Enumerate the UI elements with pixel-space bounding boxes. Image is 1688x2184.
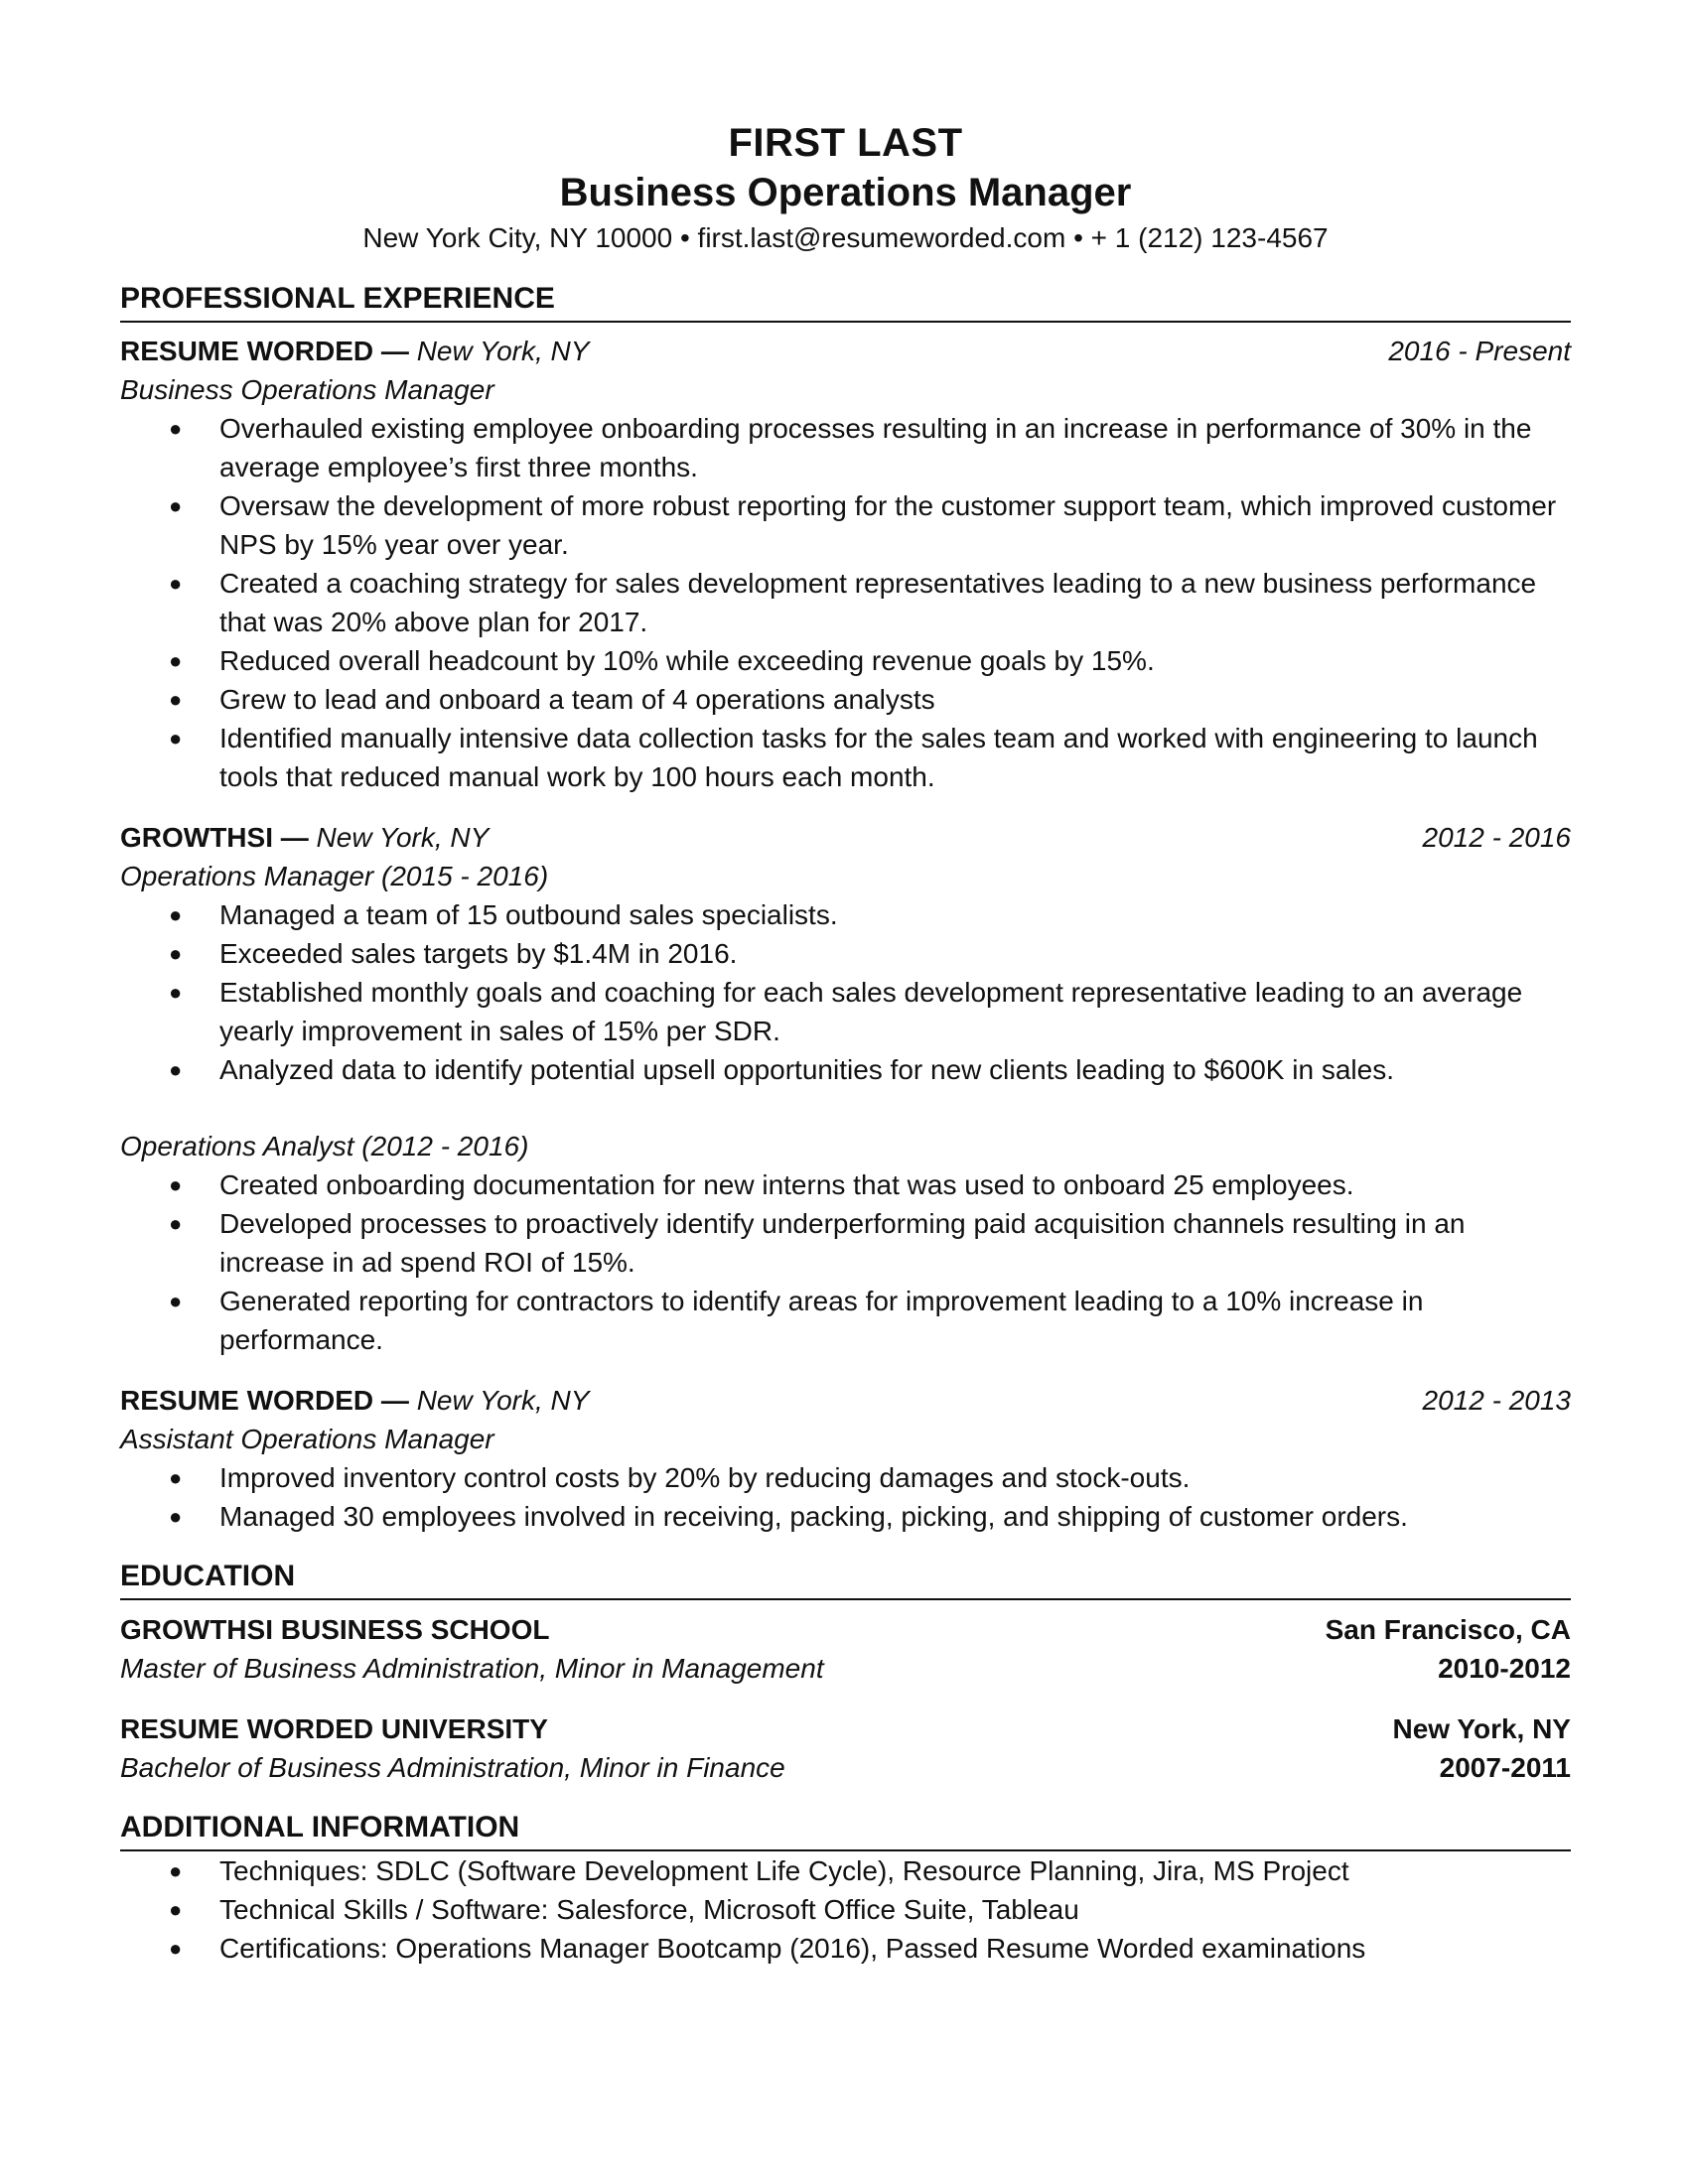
bullet-icon: ●: [169, 941, 183, 966]
school-location: New York, NY: [1392, 1713, 1571, 1744]
job-bullets: [120, 409, 1571, 796]
list-item: ● Techniques: SDLC (Software Development Life Cycle), Resource Planning, Jira, MS Project: [120, 1851, 1571, 1890]
job-role: Assistant Operations Manager: [120, 1424, 494, 1454]
list-item: ● Established monthly goals and coaching for each sales development representative leading to an average yearly improvement in sales of 15% per SDR.: [120, 973, 1571, 1050]
list-item: ● Certifications: Operations Manager Bootcamp (2016), Passed Resume Worded examinations: [120, 1929, 1571, 1968]
list-item: ● Generated reporting for contractors to identify areas for improvement leading to a 10% increase in performance.: [120, 1282, 1571, 1359]
job-bullets: [120, 1458, 1571, 1536]
job-company: RESUME WORDED —: [120, 1385, 409, 1416]
education-entry: [120, 1610, 1571, 1688]
job-dates: 2016 - Present: [1388, 336, 1571, 366]
job-role: Operations Analyst (2012 - 2016): [120, 1131, 529, 1161]
job-header: [120, 818, 1571, 857]
school-location: San Francisco, CA: [1325, 1614, 1571, 1645]
list-item: ● Grew to lead and onboard a team of 4 operations analysts: [120, 680, 1571, 719]
education-years: 2010-2012: [1438, 1653, 1571, 1684]
list-item: ● Analyzed data to identify potential upsell opportunities for new clients leading to $600K in sales.: [120, 1050, 1571, 1089]
job-entry: [120, 332, 1571, 796]
education-entry: [120, 1709, 1571, 1787]
additional-list: [120, 1851, 1571, 1968]
bullet-icon: ●: [169, 1211, 183, 1236]
bullet-icon: ●: [169, 648, 183, 673]
job-entry: [120, 1381, 1571, 1536]
degree: Bachelor of Business Administration, Minor in Finance: [120, 1752, 785, 1783]
experience-heading: PROFESSIONAL EXPERIENCE: [120, 280, 1571, 323]
list-item: ● Developed processes to proactively identify underperforming paid acquisition channels resulting in an increase in ad spend ROI of 15%.: [120, 1204, 1571, 1282]
bullet-icon: ●: [169, 1504, 183, 1529]
contact-line: New York City, NY 10000 • first.last@resumeworded.com • + 1 (212) 123-4567: [362, 222, 1329, 253]
resume-header: [120, 117, 1571, 258]
job-location: New York, NY: [416, 1385, 590, 1416]
list-item: ● Technical Skills / Software: Salesforce, Microsoft Office Suite, Tableau: [120, 1890, 1571, 1929]
job-bullets: [120, 895, 1571, 1089]
list-item: ● Created onboarding documentation for new interns that was used to onboard 25 employees.: [120, 1165, 1571, 1204]
bullet-icon: ●: [169, 493, 183, 518]
bullet-icon: ●: [169, 1858, 183, 1883]
list-item: ● Exceeded sales targets by $1.4M in 2016.: [120, 934, 1571, 973]
bullet-icon: ●: [169, 1172, 183, 1197]
job-entry: [120, 818, 1571, 1359]
list-item: ● Improved inventory control costs by 20% by reducing damages and stock-outs.: [120, 1458, 1571, 1497]
list-item: ● Created a coaching strategy for sales development representatives leading to a new business performance that was 20% above plan for 2017.: [120, 564, 1571, 641]
education-heading: EDUCATION: [120, 1558, 1571, 1600]
bullet-icon: ●: [169, 571, 183, 596]
job-company: GROWTHSI —: [120, 822, 309, 853]
school-name: GROWTHSI BUSINESS SCHOOL: [120, 1614, 550, 1645]
bullet-icon: ●: [169, 1936, 183, 1961]
school-name: RESUME WORDED UNIVERSITY: [120, 1713, 548, 1744]
list-item: ● Managed a team of 15 outbound sales specialists.: [120, 895, 1571, 934]
list-item: ● Overhauled existing employee onboarding processes resulting in an increase in performance of 30% in the average employee’s first three months.: [120, 409, 1571, 486]
bullet-icon: ●: [169, 1289, 183, 1313]
degree: Master of Business Administration, Minor in Management: [120, 1653, 824, 1684]
candidate-name: FIRST LAST: [728, 121, 963, 165]
job-header: [120, 332, 1571, 370]
job-role: Operations Manager (2015 - 2016): [120, 861, 549, 891]
bullet-icon: ●: [169, 726, 183, 751]
list-item: ● Identified manually intensive data collection tasks for the sales team and worked with engineering to launch tools that reduced manual work by 100 hours each month.: [120, 719, 1571, 796]
list-item: ● Oversaw the development of more robust reporting for the customer support team, which improved customer NPS by 15% year over year.: [120, 486, 1571, 564]
list-item: ● Managed 30 employees involved in receiving, packing, picking, and shipping of customer orders.: [120, 1497, 1571, 1536]
job-location: New York, NY: [316, 822, 490, 853]
bullet-icon: ●: [169, 1465, 183, 1490]
bullet-icon: ●: [169, 902, 183, 927]
bullet-icon: ●: [169, 980, 183, 1005]
list-item: ● Reduced overall headcount by 10% while exceeding revenue goals by 15%.: [120, 641, 1571, 680]
job-company: RESUME WORDED —: [120, 336, 409, 366]
bullet-icon: ●: [169, 1897, 183, 1922]
bullet-icon: ●: [169, 687, 183, 712]
job-location: New York, NY: [416, 336, 590, 366]
job-header: [120, 1381, 1571, 1420]
candidate-title: Business Operations Manager: [559, 171, 1132, 214]
education-years: 2007-2011: [1439, 1752, 1571, 1783]
additional-heading: ADDITIONAL INFORMATION: [120, 1809, 1571, 1851]
job-bullets: [120, 1165, 1571, 1359]
bullet-icon: ●: [169, 416, 183, 441]
job-dates: 2012 - 2016: [1422, 822, 1571, 853]
job-dates: 2012 - 2013: [1422, 1385, 1571, 1416]
bullet-icon: ●: [169, 1057, 183, 1082]
job-role: Business Operations Manager: [120, 374, 494, 405]
